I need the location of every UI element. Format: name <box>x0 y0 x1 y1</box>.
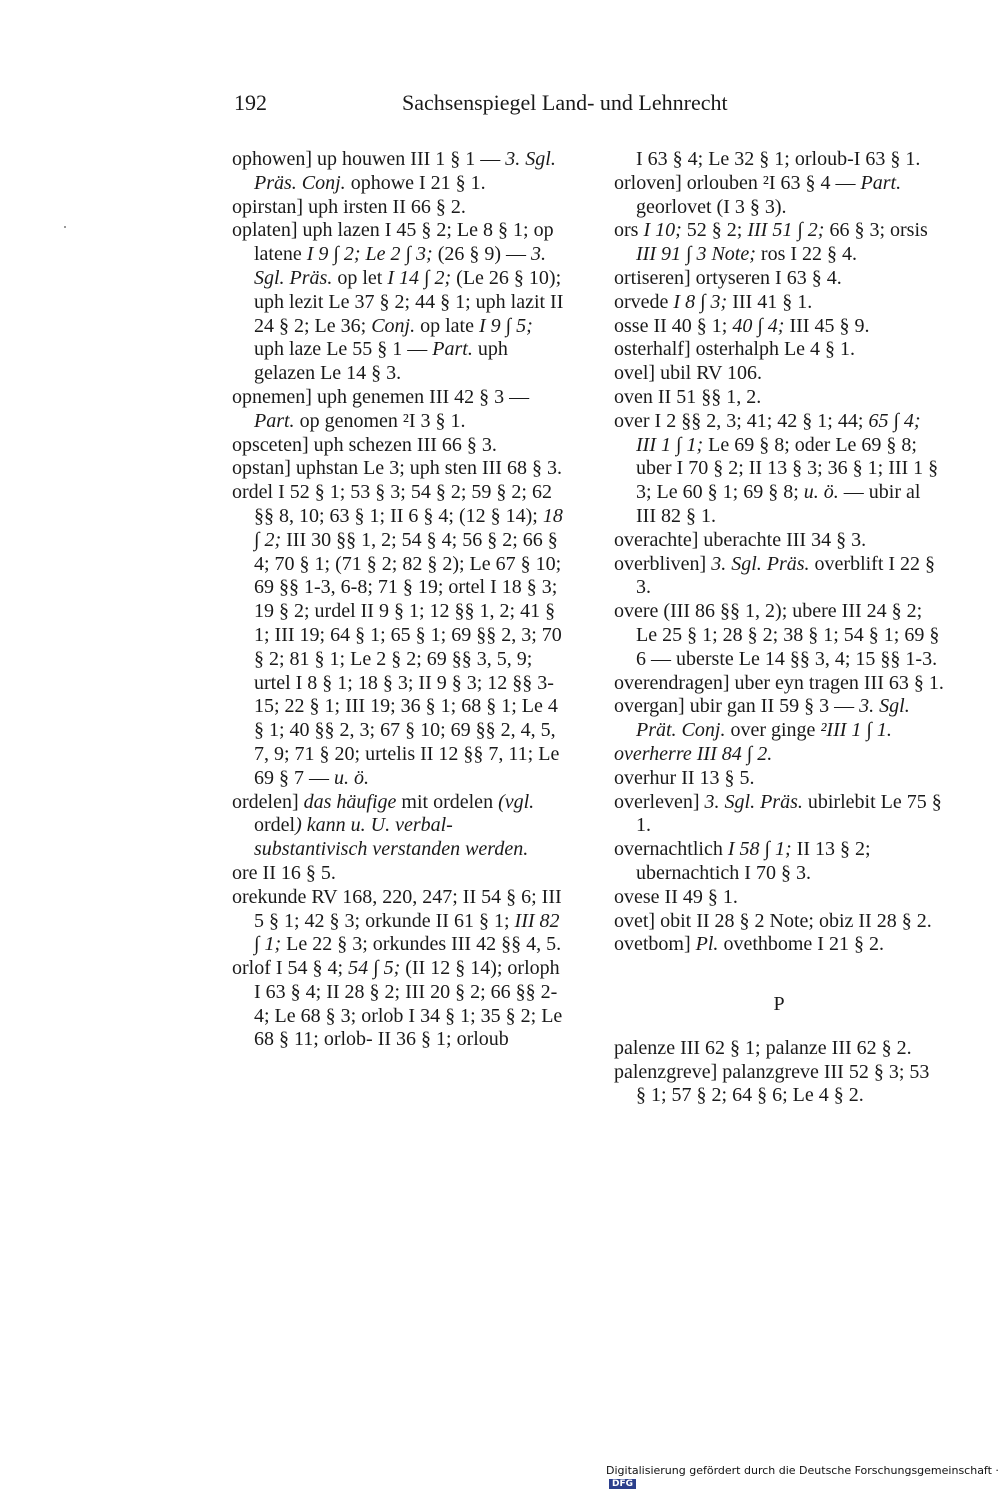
entry-text-segment: uph laze Le 55 § 1 — <box>254 338 433 361</box>
entry-text-segment: overblift I 22 § 3. <box>636 552 936 599</box>
entry-text-segment: ors <box>614 219 644 242</box>
index-entry <box>614 1061 944 1109</box>
entry-text-segment: III 45 § 9. <box>784 314 870 337</box>
index-entry <box>614 553 944 601</box>
entry-text-segment: ros I 22 § 4. <box>755 243 858 266</box>
entry-text-segment: III 82 ∫ 1; <box>254 909 560 956</box>
entry-text-segment: ubirlebit Le 75 § 1. <box>636 790 942 837</box>
index-entry <box>614 315 944 339</box>
entry-text-segment: ophowe I 21 § 1. <box>345 171 486 194</box>
entry-text-segment: u. ö. <box>334 766 369 789</box>
entry-text-segment: overleven] <box>614 790 705 813</box>
index-entry <box>232 886 566 957</box>
index-entry <box>614 695 944 743</box>
entry-text-segment: (II 12 § 14); orloph I 63 § 4; II 28 § 2; III 20 § 2; 66 §§ 2-4; Le 68 § 3; orlob I 34 § 1; 35 § 2; Le 68 § 11; orlob- II 36 § 1; orloub <box>254 957 563 1051</box>
index-entry <box>614 838 944 886</box>
entry-text-segment: overe (III 86 §§ 1, 2); ubere III 24 § 2; Le 25 § 1; 28 § 2; 38 § 1; 54 § 1; 69 § 6 — uberste Le 14 §§ 3, 4; 15 §§ 1-3. <box>614 600 940 670</box>
entry-text-segment: I 58 ∫ 1; <box>727 838 792 861</box>
entry-text-segment: Le 22 § 3; orkundes III 42 §§ 4, 5. <box>281 933 562 956</box>
entry-text-segment: ovel] ubil RV 106. <box>614 362 763 385</box>
entry-text-segment: 66 § 3; orsis <box>824 219 928 242</box>
right-column <box>614 148 944 1108</box>
entry-text-segment: ore II 16 § 5. <box>232 861 336 884</box>
entry-text-segment: III 91 ∫ 3 Note; <box>636 243 756 266</box>
entry-text-segment: oven II 51 §§ 1, 2. <box>614 385 762 408</box>
footer-text: Digitalisierung gefördert durch die Deutsche Forschungsgemeinschaft · <box>606 1464 999 1477</box>
index-entry <box>232 791 566 862</box>
right-column-entries <box>614 148 944 957</box>
entry-text-segment: overhur II 13 § 5. <box>614 766 755 789</box>
entry-text-segment: (Le 26 § 10); uph lezit Le 37 § 2; 44 § 1; uph lazit II 24 § 2; Le 36; <box>254 266 564 337</box>
entry-text-segment: op genomen ²I 3 § 1. <box>294 409 466 432</box>
index-entry <box>614 1037 944 1061</box>
entry-text-segment: overachte] uberachte III 34 § 3. <box>614 528 867 551</box>
entry-text-segment: osse II 40 § 1; <box>614 314 733 337</box>
left-column <box>232 148 566 1052</box>
entry-text-segment: 3. Sgl. Präs. <box>704 790 803 813</box>
entry-text-segment: — ubir al III 82 § 1. <box>636 481 921 527</box>
entry-text-segment: opstan] uphstan Le 3; uph sten III 68 § 3. <box>232 457 562 480</box>
entry-text-segment: 40 ∫ 4; <box>732 314 785 337</box>
index-entry <box>614 767 944 791</box>
running-title: Sachsenspiegel Land- und Lehnrecht <box>402 90 728 115</box>
entry-text-segment: orvede <box>614 290 674 313</box>
index-entry <box>614 933 944 957</box>
entry-text-segment: osterhalf] osterhalph Le 4 § 1. <box>614 338 856 361</box>
entry-text-segment: 18 ∫ 2; <box>254 504 563 551</box>
section-letter: P <box>773 993 785 1016</box>
index-entry <box>614 219 944 267</box>
index-entry <box>232 196 566 220</box>
entry-text-segment: 3. Sgl. Präs. Conj. <box>254 148 556 194</box>
entry-text-segment: ordel I 52 § 1; 53 § 3; 54 § 2; 59 § 2; 62 §§ 8, 10; 63 § 1; II 6 § 4; (12 § 14); <box>232 481 552 527</box>
index-entry <box>614 600 944 671</box>
index-entry <box>232 219 566 386</box>
entry-text-segment: Conj. <box>371 314 416 337</box>
entry-text-segment: overnachtlich <box>614 838 728 861</box>
entry-text-segment: 65 ∫ 4; III 1 ∫ 1; <box>636 409 921 456</box>
entry-text-segment: Part. <box>432 338 473 361</box>
entry-text-segment: ordelen] <box>232 790 304 813</box>
scan-speck <box>64 226 66 228</box>
index-entry <box>614 386 944 410</box>
entry-text-segment: op let <box>332 266 388 289</box>
entry-text-segment: 3. Sgl. Präs. <box>711 552 810 575</box>
entry-text-segment: 54 ∫ 5; <box>348 957 401 980</box>
index-entry <box>232 434 566 458</box>
entry-text-segment: I 9 ∫ 2; Le 2 ∫ 3; <box>306 243 433 266</box>
entry-text-segment: orloven] orlouben ²I 63 § 4 — <box>614 171 861 194</box>
entry-text-segment: overherre III 84 ∫ 2. <box>614 742 773 765</box>
entry-text-segment: Pl. <box>695 933 719 956</box>
right-column-entries-p <box>614 1037 944 1108</box>
entry-text-segment: ²III 1 ∫ 1. <box>820 719 892 742</box>
entry-text-segment: opirstan] uph irsten II 66 § 2. <box>232 195 466 218</box>
entry-text-segment: overbliven] <box>614 552 712 575</box>
index-entry <box>232 386 566 434</box>
entry-text-segment: I 8 ∫ 3; <box>673 290 728 313</box>
entry-text-segment: orlof I 54 § 4; <box>232 957 349 980</box>
index-entry <box>614 291 944 315</box>
entry-text-segment: ovetbom] <box>614 933 696 956</box>
entry-text-segment: II 13 § 2; ubernachtich I 70 § 3. <box>636 838 871 884</box>
entry-text-segment: oplaten] uph lazen I 45 § 2; Le 8 § 1; op latene <box>232 219 554 266</box>
entry-text-segment: I 14 ∫ 2; <box>387 266 452 289</box>
entry-text-segment: opnemen] uph genemen III 42 § 3 — <box>232 385 530 408</box>
entry-text-segment: 3. Sgl. Präs. <box>254 243 547 289</box>
index-entry <box>232 862 566 886</box>
entry-text-segment: opsceten] uph schezen III 66 § 3. <box>232 433 497 456</box>
entry-text-segment: over ginge <box>725 719 821 742</box>
entry-text-segment: u. ö. <box>803 481 839 504</box>
index-entry <box>232 957 566 1052</box>
index-entry <box>614 743 944 767</box>
entry-text-segment: palenzgreve] palanzgreve III 52 § 3; 53 § 1; 57 § 2; 64 § 6; Le 4 § 2. <box>614 1060 930 1107</box>
entry-text-segment: ovese II 49 § 1. <box>614 885 738 908</box>
index-entry <box>614 529 944 553</box>
entry-text-segment: op late <box>415 314 479 337</box>
index-entry <box>232 481 566 790</box>
entry-text-segment: orekunde RV 168, 220, 247; II 54 § 6; III 5 § 1; 42 § 3; orkunde II 61 § 1; <box>232 885 562 932</box>
index-entry <box>614 410 944 529</box>
index-entry <box>614 172 944 220</box>
entry-text-segment: (vgl. <box>498 790 535 813</box>
index-entry <box>614 148 944 172</box>
running-header <box>234 90 754 120</box>
index-entry <box>614 672 944 696</box>
entry-text-segment: Le 69 § 8; oder Le 69 § 8; uber I 70 § 2; II 13 § 3; 36 § 1; III 1 § 3; Le 60 § 1; 69 § 8; <box>636 433 939 504</box>
entry-text-segment: palenze III 62 § 1; palanze III 62 § 2. <box>614 1036 912 1059</box>
entry-text-segment: uph gelazen Le 14 § 3. <box>254 338 508 385</box>
entry-text-segment: III 51 ∫ 2; <box>747 219 825 242</box>
entry-text-segment: I 9 ∫ 5; <box>479 314 533 337</box>
entry-text-segment: ovet] obit II 28 § 2 Note; obiz II 28 § 2. <box>614 909 932 932</box>
entry-text-segment: mit ordelen <box>396 790 499 813</box>
entry-text-segment: Part. <box>254 409 295 432</box>
index-entry <box>614 791 944 839</box>
index-entry <box>614 267 944 291</box>
entry-text-segment: ovethbome I 21 § 2. <box>718 933 884 956</box>
entry-text-segment: ) kann u. U. verbal-substantivisch verstanden werden. <box>254 814 529 861</box>
entry-text-segment: I 63 § 4; Le 32 § 1; orloub-I 63 § 1. <box>636 148 921 170</box>
index-entry <box>232 148 566 196</box>
index-entry <box>614 362 944 386</box>
entry-text-segment: 3. Sgl. Prät. Conj. <box>636 695 910 742</box>
entry-text-segment: III 30 §§ 1, 2; 54 § 4; 56 § 2; 66 § 4; 70 § 1; (71 § 2; 82 § 2); Le 67 § 10; 69 §§ 1-3, 6-8; 71 § 19; ortel I 18 § 3; 19 § 2; urdel II 9 § 1; 12 §§ 1, 2; 41 § 1; III 19; 64 § 1; 65 § 1; 69 §§ 2, 3; 70 § 2; 81 § 1; Le 2 § 2; 69 §§ 3, 5, 9; urtel I 8 § 1; 18 § 3; II 9 § 3; 12 §§ 3-15; 22 § 1; III 19; 36 § 1; 68 § 1; Le 4 § 1; 40 §§ 2, 3; 67 § 10; 69 §§ 2, 4, 5, 7, 9; 71 § 20; urtelis II 12 §§ 7, 11; Le 69 § 7 — <box>254 528 562 789</box>
entry-text-segment: over I 2 §§ 2, 3; 41; 42 § 1; 44; <box>614 409 869 432</box>
index-entry <box>232 457 566 481</box>
entry-text-segment: ortiseren] ortyseren I 63 § 4. <box>614 266 842 289</box>
entry-text-segment: III 41 § 1. <box>727 290 813 313</box>
entry-text-segment: Part. <box>860 171 902 194</box>
index-entry <box>614 910 944 934</box>
entry-text-segment: overgan] ubir gan II 59 § 3 — <box>614 695 860 718</box>
entry-text-segment: das häufige <box>303 790 397 813</box>
page-number: 192 <box>234 90 267 115</box>
entry-text-segment: I 10; <box>643 219 682 242</box>
index-entry <box>614 886 944 910</box>
entry-text-segment: (26 § 9) — <box>432 243 532 266</box>
dfg-logo: DFG <box>609 1479 636 1489</box>
entry-text-segment: overendragen] uber eyn tragen III 63 § 1. <box>614 671 944 694</box>
entry-text-segment: ordel <box>254 814 296 837</box>
entry-text-segment: 52 § 2; <box>681 219 748 242</box>
digitization-footer <box>606 1464 1000 1490</box>
entry-text-segment: ophowen] up houwen III 1 § 1 — <box>232 148 506 170</box>
entry-text-segment: georlovet (I 3 § 3). <box>636 195 787 218</box>
index-entry <box>614 338 944 362</box>
